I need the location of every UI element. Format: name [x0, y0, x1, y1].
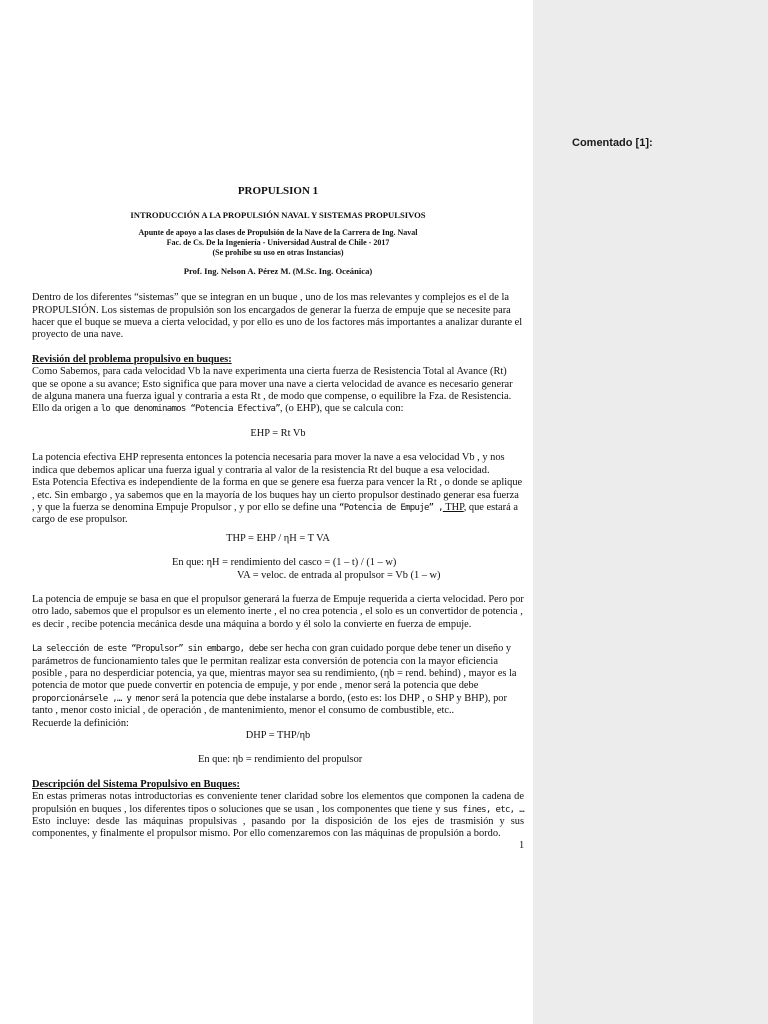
comments-pane [533, 0, 768, 1024]
paragraph-text: Esta Potencia Efectiva es independiente de la forma en que se genere esa fuerza para vencer la Rt , o donde se aplique , etc. Sin embargo , ya sabemos que en la mayoría de los buques hay un cierto propulsor destinado generar esa fuerza , y que la fuerza se denomina Empuje Propulsor , y por ello se define una [32, 477, 523, 513]
section-heading-system: Descripción del Sistema Propulsivo en Buques: [32, 778, 240, 790]
highlight-text: sus fines, etc, … [443, 804, 524, 815]
highlight-text: proporcionársele ,… y menor [32, 693, 160, 704]
paragraph-thrust-power [32, 477, 524, 527]
paragraph-text: Esto incluye: desde las máquinas propulsivas , pasando por la disposición de los ejes de trasmisión y sus componentes, y finalmente el propulsor mismo. Por ello comenzaremos con las máquinas de propulsión a bordo. [32, 816, 524, 840]
equation-thp-where-1: En que: ηH = rendimiento del casco = (1 – t) / (1 – w) [172, 557, 397, 569]
equation-dhp-where: En que: ηb = rendimiento del propulsor [198, 754, 363, 766]
paragraph-text: será la potencia que debe instalarse a bordo, (esto es: los DHP , o SHP y BHP), por tanto , menor costo inicial , de operación , de mantenimiento, menor el consumo de combustible, etc.. [32, 692, 507, 717]
highlight-text: “Potencia de Empuje” , [339, 502, 443, 513]
paragraph-propeller-role: La potencia de empuje se basa en que el propulsor generará la fuerza de Empuje requerida a cierta velocidad. Pero por otro lado, sabemos que el propulsor es un elemento inerte , el no crea potencia , el solo es un convertidor de potencia , es decir , recibe potencia mecánica desde una máquina a bordo y él solo la convierte en fuerza de empuje. [32, 593, 524, 630]
header-block [32, 228, 524, 258]
paragraph-ehp-meaning: La potencia efectiva EHP representa entonces la potencia necesaria para mover la nave a esa velocidad Vb , y nos indica que debemos aplicar una fuerza igual y contraria al valor de la resistencia Rt del buque a esa velocidad. [32, 452, 505, 476]
section-heading-problem: Revisión del problema propulsivo en buques: [32, 353, 232, 365]
header-line-faculty: Fac. de Cs. De la Ingeniería - Universidad Austral de Chile - 2017 [166, 237, 390, 247]
paragraph-text: e ser hecha con gran cuidado porque debe tener un diseño y parámetros de funcionamiento tales que le permitan realizar esta conversión de potencia con la mayor eficiencia posible , para no desperdiciar potencia, ya que, mientras mayor sea su rendimiento, (ηb = rend. behind) , mayor es la potencia de motor que puede convertir en potencia de empuje, y por ende , menor será la potencia que debe [32, 643, 517, 692]
intro-paragraph: Dentro de los diferentes “sistemas” que se integran en un buque , uno de los mas relevantes y complejos es el de la PROPULSIÓN. Los sistemas de propulsión son los encargados de generar la fuerza de empuje que se necesite para hacer que el buque se mueva a cierta velocidad, y por ello es uno de los factores más importantes a analizar durante el proyecto de una nave. [32, 292, 523, 341]
author-line: Prof. Ing. Nelson A. Pérez M. (M.Sc. Ing. Oceánica) [183, 265, 373, 276]
equation-ehp: EHP = Rt Vb [250, 427, 306, 439]
header-line-course: Apunte de apoyo a las clases de Propulsión de la Nave de la Carrera de Ing. Naval [138, 227, 418, 237]
page-title: PROPULSION 1 [237, 185, 319, 197]
paragraph-definition: Recuerde la definición: [32, 717, 129, 729]
page-subtitle: INTRODUCCIÓN A LA PROPULSIÓN NAVAL Y SISTEMAS PROPULSIVOS [130, 210, 426, 221]
equation-thp-where-2: VA = veloc. de entrada al propulsor = Vb (1 – w) [237, 569, 441, 581]
comment-balloon-label[interactable]: Comentado [1]: [572, 137, 653, 149]
equation-thp: THP = EHP / ηH = T VA [226, 532, 330, 544]
paragraph-resistance [32, 366, 524, 416]
paragraph-system [32, 791, 524, 841]
paragraph-text: Como Sabemos, para cada velocidad Vb la nave experimenta una cierta fuerza de Resistencia Total al Avance (Rt) que se opone a su avance; Esto significa que para mover una nave a cierta velocidad de avance es necesario generar de alguna manera una fuerza igual y contraria a esta Rt , de modo que compense, o equilibre la Fza. de Resistencia. Ello da origen a [32, 366, 513, 415]
paragraph-text: , que estará a cargo de ese propulsor. [32, 501, 518, 526]
paragraph-text: En estas primeras notas introductorias es conveniente tener claridad sobre los elementos que componen la cadena de propulsión en buques , los diferentes tipos o soluciones que se usan , los componentes que tiene y [32, 791, 524, 815]
page-number: 1 [519, 840, 525, 851]
paragraph-text: , (o EHP), que se calcula con: [280, 403, 404, 415]
document-body [32, 185, 524, 841]
highlight-text: lo que denominamos “Potencia Efectiva” [100, 404, 280, 415]
header-line-notice: (Se prohíbe su uso en otras Instancias) [212, 247, 344, 257]
equation-dhp: DHP = THP/ηb [245, 730, 311, 741]
underlined-text: THP [442, 501, 464, 513]
highlight-text: La selección de este “Propulsor” sin embargo, deb [32, 644, 264, 655]
paragraph-propeller-selection [32, 643, 524, 717]
